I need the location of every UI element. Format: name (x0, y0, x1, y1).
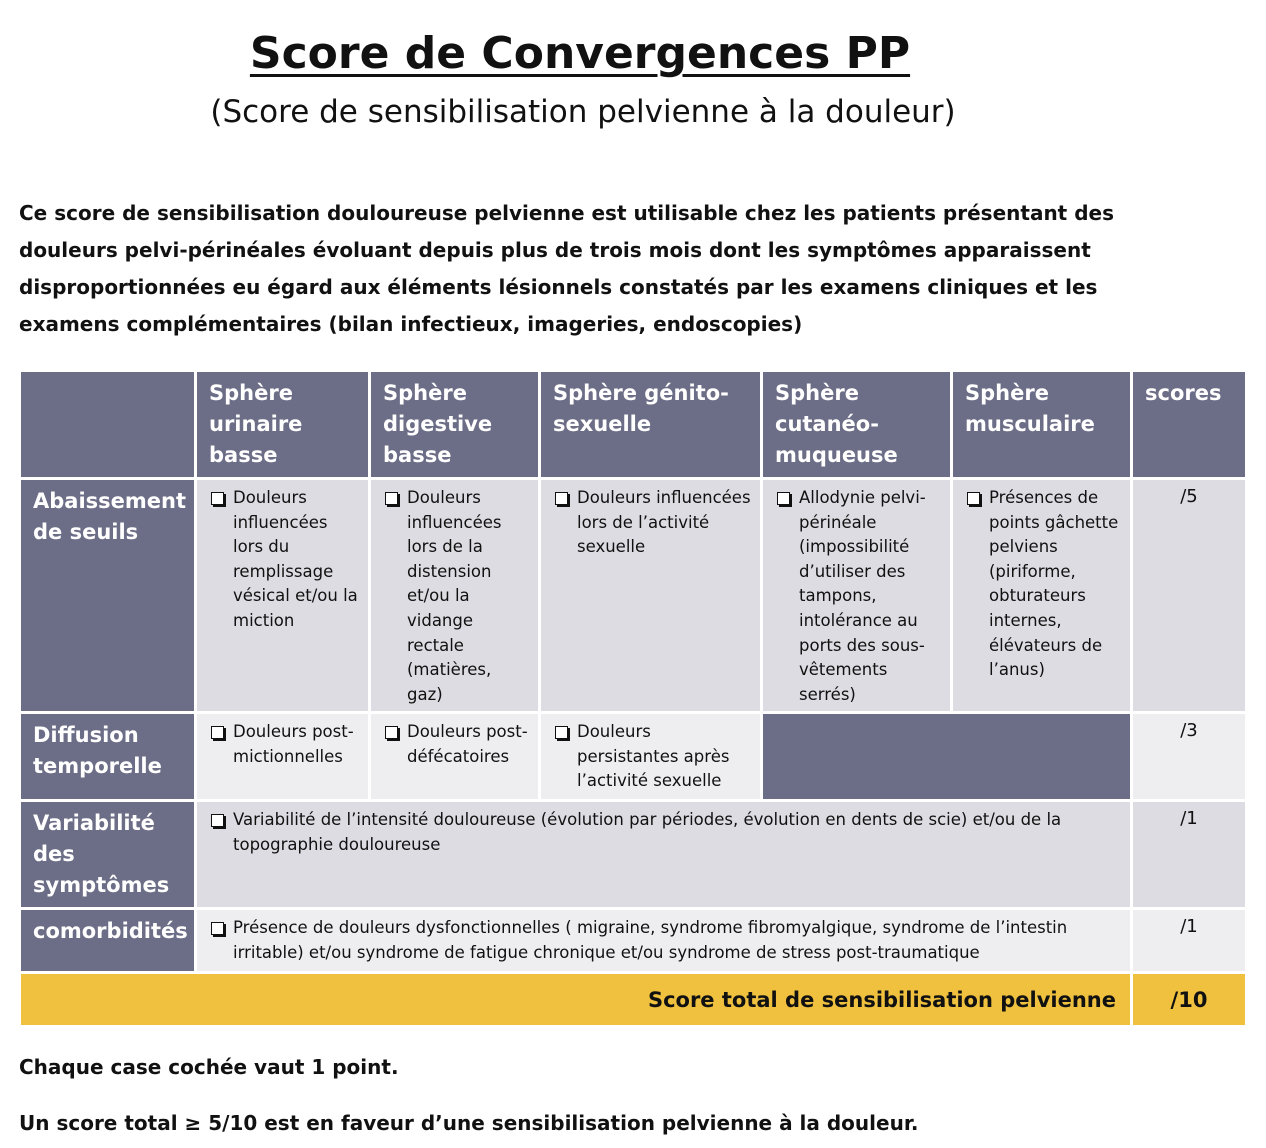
row-score: /1 (1132, 801, 1247, 909)
criterion-cell (196, 713, 370, 801)
table-row-thresholds (20, 479, 1247, 713)
checkbox-icon[interactable] (967, 492, 980, 505)
score-table (18, 369, 1248, 1028)
total-label: Score total de sensibilisation pelvienne (20, 973, 1132, 1027)
criterion-cell (762, 479, 952, 713)
total-row (20, 973, 1247, 1027)
criterion-cell (196, 909, 1132, 973)
header-row (20, 371, 1247, 479)
checkbox-icon[interactable] (211, 922, 224, 935)
table-row-comorbidities (20, 909, 1247, 973)
criterion-cell (370, 713, 540, 801)
checkbox-icon[interactable] (385, 492, 398, 505)
intro-paragraph: Ce score de sensibilisation douloureuse pelvienne est utilisable chez les patients présentant des douleurs pelvi-périnéales évoluant depuis plus de trois mois dont les symptômes apparaissent disproportionnées eu égard aux éléments lésionnels constatés par les examens cliniques et les examens complémentaires (bilan infectieux, imageries, endoscopies) (19, 201, 1114, 336)
row-label: Abaissement de seuils (20, 479, 196, 713)
total-score: /10 (1132, 973, 1247, 1027)
checkbox-icon[interactable] (555, 726, 568, 739)
criterion-text: Douleurs influencées lors de l’activité sexuelle (577, 488, 751, 557)
header-genito-sexual: Sphère génito-sexuelle (540, 371, 762, 479)
criterion-cell (540, 713, 762, 801)
criterion-text: Douleurs post-mictionnelles (233, 722, 354, 766)
checkbox-icon[interactable] (211, 492, 224, 505)
checkbox-icon[interactable] (777, 492, 790, 505)
header-urinary: Sphère urinaire basse (196, 371, 370, 479)
criterion-text: Présences de points gâchette pelviens (piriforme, obturateurs internes, élévateurs de l’anus) (989, 488, 1119, 680)
checkbox-icon[interactable] (385, 726, 398, 739)
criterion-cell (952, 479, 1132, 713)
row-label: comorbidités (20, 909, 196, 973)
criterion-text: Présence de douleurs dysfonctionnelles ( migraine, syndrome fibromyalgique, syndrome de l’intestin irritable) et/ou syndrome de fatigue chronique et/ou syndrome de stress post-traumatique (233, 918, 1068, 962)
row-score: /1 (1132, 909, 1247, 973)
header-cutaneo-mucous: Sphère cutanéo-muqueuse (762, 371, 952, 479)
note-threshold: Un score total ≥ 5/10 est en faveur d’une sensibilisation pelvienne à la douleur. (19, 1111, 919, 1135)
criterion-cell (196, 801, 1132, 909)
note-points: Chaque case cochée vaut 1 point. (19, 1055, 399, 1079)
criterion-cell (540, 479, 762, 713)
page-title-text: Score de Convergences PP (249, 28, 911, 79)
header-corner (20, 371, 196, 479)
header-digestive: Sphère digestive basse (370, 371, 540, 479)
empty-filled-cell (762, 713, 1132, 801)
row-label: Diffusion temporelle (20, 713, 196, 801)
checkbox-icon[interactable] (555, 492, 568, 505)
row-score: /3 (1132, 713, 1247, 801)
page-subtitle: (Score de sensibilisation pelvienne à la douleur) (210, 94, 956, 130)
header-scores: scores (1132, 371, 1247, 479)
table-row-diffusion (20, 713, 1247, 801)
page-title (0, 26, 1160, 82)
header-muscular: Sphère musculaire (952, 371, 1132, 479)
checkbox-icon[interactable] (211, 814, 224, 827)
criterion-text: Douleurs persistantes après l’activité sexuelle (577, 722, 730, 791)
checkbox-icon[interactable] (211, 726, 224, 739)
criterion-cell (370, 479, 540, 713)
criterion-text: Douleurs influencées lors du remplissage vésical et/ou la miction (233, 488, 358, 630)
row-label: Variabilité des symptômes (20, 801, 196, 909)
criterion-text: Douleurs post-défécatoires (407, 722, 528, 766)
criterion-text: Allodynie pelvi-périnéale (impossibilité d’utiliser des tampons, intolérance au ports des sous-vêtements serrés) (799, 488, 926, 704)
criterion-text: Variabilité de l’intensité douloureuse (évolution par périodes, évolution en dents de scie) et/ou de la topographie douloureuse (233, 810, 1062, 854)
criterion-cell (196, 479, 370, 713)
row-score: /5 (1132, 479, 1247, 713)
table-row-variability (20, 801, 1247, 909)
criterion-text: Douleurs influencées lors de la distension et/ou la vidange rectale (matières, gaz) (407, 488, 502, 704)
